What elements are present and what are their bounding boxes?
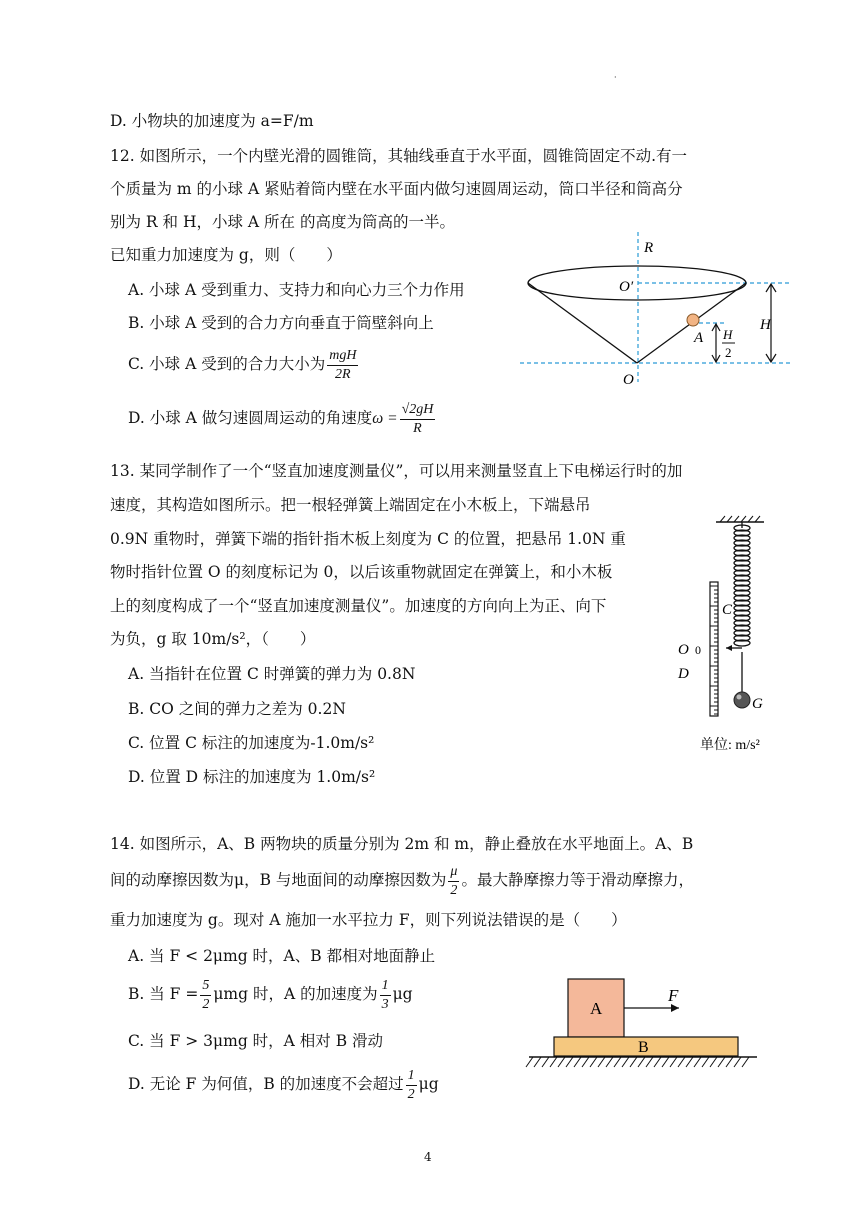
q12-stem-line-1: 12. 如图所示，一个内壁光滑的圆锥筒，其轴线垂直于水平面，圆锥筒固定不动.有一 xyxy=(110,147,688,165)
q12-option-d-omega: ω = xyxy=(372,410,398,427)
hatch-mark xyxy=(566,1057,573,1067)
hatch-mark xyxy=(638,1057,645,1067)
unit-label: 单位: m/s² xyxy=(700,738,760,753)
hatch-mark xyxy=(574,1057,581,1067)
q14-option-b-denominator-1: 2 xyxy=(202,996,210,1012)
label-o: O xyxy=(678,642,689,658)
q14-stem-denominator: 2 xyxy=(450,882,458,898)
q12-option-c xyxy=(128,344,360,384)
q14-option-b-denominator-2: 3 xyxy=(381,996,389,1012)
q12-option-c-text: C. 小球 A 受到的合力大小为 xyxy=(128,355,326,373)
hatch-mark xyxy=(606,1057,613,1067)
q14-option-d-text-a: D. 无论 F 为何值，B 的加速度不会超过 xyxy=(128,1075,404,1093)
q14-option-a: A. 当 F < 2μmg 时，A、B 都相对地面静止 xyxy=(128,947,436,965)
q14-stem-line-1: 14. 如图所示，A、B 两物块的质量分别为 2m 和 m，静止叠放在水平地面上。A、B xyxy=(110,835,694,853)
q12-option-b: B. 小球 A 受到的合力方向垂直于筒壁斜向上 xyxy=(128,314,434,332)
q13-option-d: D. 位置 D 标注的加速度为 1.0m/s² xyxy=(128,768,376,786)
q14-stem-line-2-text-b: 。最大静摩擦力等于滑动摩擦力， xyxy=(461,871,694,889)
q14-option-b-text-c: μg xyxy=(392,985,413,1003)
hatch-mark xyxy=(694,1057,701,1067)
q14-option-d-numerator: 1 xyxy=(406,1067,417,1086)
hatch-mark xyxy=(526,1057,533,1067)
q14-option-b-numerator-2: 1 xyxy=(380,977,391,996)
q14-option-b xyxy=(128,974,413,1014)
label-o: O xyxy=(623,372,634,388)
q13-stem-line-3: 0.9N 重物时，弹簧下端的指针指木板上刻度为 C 的位置，把悬吊 1.0N 重 xyxy=(110,530,626,548)
q12-cone-figure xyxy=(520,232,800,402)
hatch-mark xyxy=(702,1057,709,1067)
hatch-mark xyxy=(630,1057,637,1067)
q12-stem-line-3: 别为 R 和 H，小球 A 所在 的高度为筒高的一半。 xyxy=(110,213,455,231)
q14-option-b-fraction-1 xyxy=(200,977,211,1014)
force-f-arrowhead xyxy=(671,1004,679,1012)
hatch-mark xyxy=(718,1057,725,1067)
cone-left-wall xyxy=(528,283,637,363)
hatch-mark xyxy=(734,1057,741,1067)
q14-option-b-fraction-2 xyxy=(380,977,391,1014)
hatch-mark xyxy=(654,1057,661,1067)
q12-option-d-fraction xyxy=(400,401,436,438)
ceiling-hatch xyxy=(720,516,760,522)
label-h: H xyxy=(760,317,771,333)
hatch-mark xyxy=(534,1057,541,1067)
hatch-mark xyxy=(582,1057,589,1067)
q14-stem-fraction xyxy=(448,863,459,900)
q12-option-d-denominator: R xyxy=(413,420,422,436)
q11-option-d: D. 小物块的加速度为 a=F/m xyxy=(110,112,314,130)
q12-stem-line-4: 已知重力加速度为 g，则（ ） xyxy=(110,246,342,264)
q13-stem-line-1: 13. 某同学制作了一个“竖直加速度测量仪”，可以用来测量竖直上下电梯运行时的加 xyxy=(110,462,683,480)
hatch-mark xyxy=(590,1057,597,1067)
spring-coil xyxy=(734,522,750,646)
hatch-mark xyxy=(662,1057,669,1067)
q13-stem-line-5: 上的刻度构成了一个“竖直加速度测量仪”。加速度的方向向上为正、向下 xyxy=(110,597,607,615)
q14-stem-line-2 xyxy=(110,860,694,900)
q13-option-a: A. 当指针在位置 C 时弹簧的弹力为 0.8N xyxy=(128,665,416,683)
label-d: D xyxy=(678,666,689,682)
q12-option-d-text: D. 小球 A 做匀速圆周运动的角速度 xyxy=(128,409,373,427)
q13-stem-line-6: 为负，g 取 10m/s²，（ ） xyxy=(110,630,316,648)
q13-stem-line-4: 物时指针位置 O 的刻度标记为 0，以后该重物就固定在弹簧上，和小木板 xyxy=(110,563,613,581)
page-number: 4 xyxy=(424,1150,432,1164)
label-half-h-denominator: 2 xyxy=(725,345,732,360)
label-half-h-numerator: H xyxy=(723,327,733,342)
q12-option-c-fraction xyxy=(327,347,358,384)
q12-stem-line-2: 个质量为 m 的小球 A 紧贴着筒内壁在水平面内做匀速圆周运动，筒口半径和筒高分 xyxy=(110,180,683,198)
q14-option-b-text-a: B. 当 F = xyxy=(128,985,199,1003)
hatch-mark xyxy=(542,1057,549,1067)
q14-option-b-numerator-1: 5 xyxy=(200,977,211,996)
top-dot: · xyxy=(614,73,617,82)
q13-option-c: C. 位置 C 标注的加速度为-1.0m/s² xyxy=(128,734,375,752)
hatch-mark xyxy=(670,1057,677,1067)
q14-option-d-text-b: μg xyxy=(418,1075,439,1093)
q12-option-c-denominator: 2R xyxy=(335,366,351,382)
pointer-arrow xyxy=(726,645,732,651)
label-a: A xyxy=(694,330,704,346)
q13-spring-gauge-figure xyxy=(670,514,790,754)
hatch-mark xyxy=(686,1057,693,1067)
q12-option-c-numerator: mgH xyxy=(327,347,358,366)
hatch-mark xyxy=(678,1057,685,1067)
weight-highlight xyxy=(737,695,742,700)
hatch-mark xyxy=(646,1057,653,1067)
q14-option-d-fraction xyxy=(406,1067,417,1104)
label-r: R xyxy=(644,240,654,256)
q12-option-d-numerator: √2gH xyxy=(400,401,436,420)
hatch-mark xyxy=(598,1057,605,1067)
q14-stem-line-2-text-a: 间的动摩擦因数为μ，B 与地面间的动摩擦因数为 xyxy=(110,871,447,889)
q13-option-b: B. CO 之间的弹力之差为 0.2N xyxy=(128,700,346,718)
label-f: F xyxy=(668,986,679,1005)
q14-option-b-text-b: μmg 时，A 的加速度为 xyxy=(213,985,378,1003)
q14-option-d xyxy=(128,1064,439,1104)
hatch-mark xyxy=(550,1057,557,1067)
q14-blocks-figure xyxy=(525,975,765,1075)
q12-option-d xyxy=(128,398,437,439)
hatch-mark xyxy=(742,1057,749,1067)
label-b: B xyxy=(638,1039,649,1056)
ball-a xyxy=(687,314,699,326)
label-g: G xyxy=(752,696,763,712)
q12-option-a: A. 小球 A 受到重力、支持力和向心力三个力作用 xyxy=(128,281,465,299)
hatch-mark xyxy=(726,1057,733,1067)
label-a: A xyxy=(590,999,603,1018)
hatch-mark xyxy=(622,1057,629,1067)
label-zero: 0 xyxy=(695,643,701,657)
hatch-mark xyxy=(558,1057,565,1067)
hatch-mark xyxy=(710,1057,717,1067)
ground-hatch xyxy=(526,1057,749,1067)
q13-stem-line-2: 速度，其构造如图所示。把一根轻弹簧上端固定在小木板上，下端悬吊 xyxy=(110,496,591,514)
q14-stem-numerator: μ xyxy=(448,863,459,882)
q14-stem-line-3: 重力加速度为 g。现对 A 施加一水平拉力 F，则下列说法错误的是（ ） xyxy=(110,911,627,929)
label-o-prime: O′ xyxy=(619,279,634,295)
label-c: C xyxy=(722,602,733,618)
q14-option-c: C. 当 F > 3μmg 时，A 相对 B 滑动 xyxy=(128,1032,384,1050)
q14-option-d-denominator: 2 xyxy=(407,1086,415,1102)
hatch-mark xyxy=(614,1057,621,1067)
weight-g xyxy=(734,692,750,708)
cone-rim-ellipse xyxy=(528,266,746,300)
scale-ticks xyxy=(710,586,718,714)
